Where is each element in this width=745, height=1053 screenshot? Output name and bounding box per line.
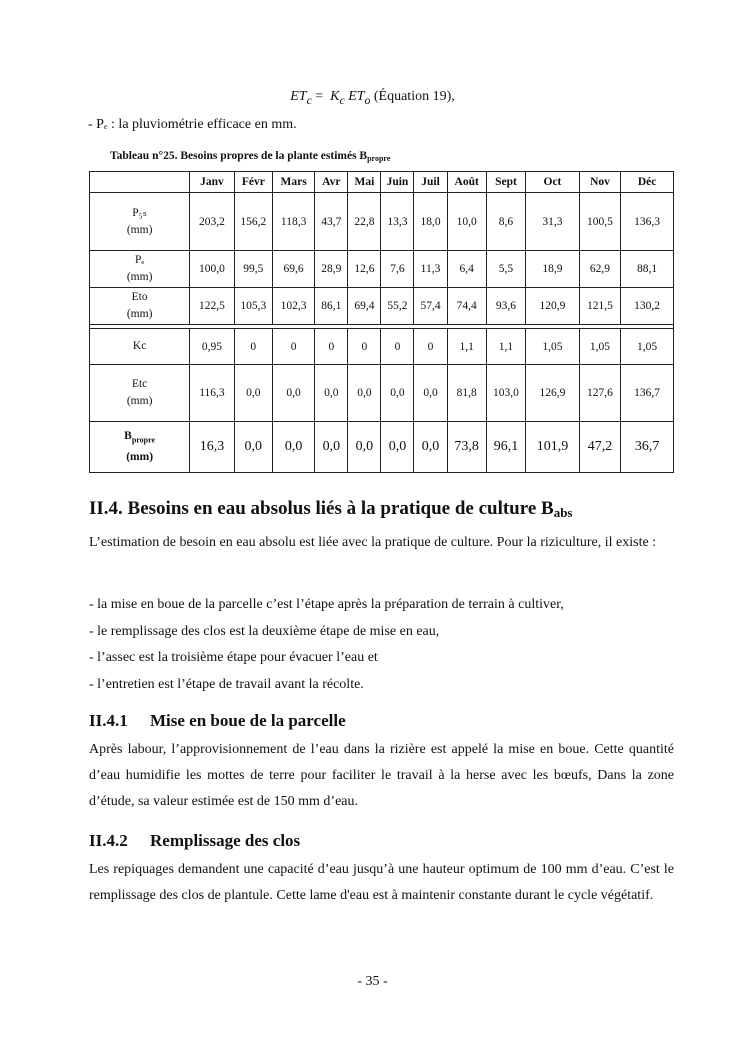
table-cell: 156,2	[234, 193, 272, 251]
table-cell: 126,9	[526, 365, 580, 422]
table-cell: 6,4	[447, 251, 486, 288]
row-unit: (mm)	[126, 271, 153, 283]
table-cell: 127,6	[579, 365, 620, 422]
table-cell: 0,0	[414, 422, 447, 473]
subsection-2-paragraph: Les repiquages demandent une capacité d’eau jusqu’à une hauteur optimum de 100 mm d’eau. C’est le remplissage des clos de plantule. Cette lame d'eau est à maintenir constante durant le cycle végétatif.	[89, 862, 674, 903]
table-cell: 36,7	[621, 422, 674, 473]
bullet-item: - la mise en boue de la parcelle c’est l’étape après la préparation de terrain à cultiver,	[89, 597, 564, 612]
table-cell: 0	[414, 329, 447, 365]
row-unit: (mm)	[126, 308, 153, 320]
table-cell: 16,3	[190, 422, 234, 473]
table-cell: 62,9	[579, 251, 620, 288]
table-row	[90, 365, 674, 422]
table-row	[90, 288, 674, 325]
header-empty-cell	[90, 172, 190, 193]
table-cell: 0	[348, 329, 381, 365]
row-label-text: $B_{propre}$	[124, 430, 156, 445]
table-cell: 130,2	[621, 288, 674, 325]
table-cell: 103,0	[486, 365, 525, 422]
table-cell: 73,8	[447, 422, 486, 473]
row-label-text: Kc	[132, 340, 147, 352]
row-unit: (mm)	[126, 395, 153, 407]
month-header: Juin	[381, 172, 414, 193]
month-header: Févr	[234, 172, 272, 193]
bullet-item: - l’assec est la troisième étape pour évacuer l’eau et	[89, 650, 378, 665]
month-header: Mai	[348, 172, 381, 193]
page-number: - 35 -	[357, 974, 388, 989]
section-heading: II.4. Besoins en eau absolus liés à la pratique de culture $B_{abs}$	[89, 498, 573, 520]
table-row	[90, 193, 674, 251]
table-cell: 116,3	[190, 365, 234, 422]
table-row	[90, 329, 674, 365]
table-header-row	[90, 172, 674, 193]
table-cell: 0,0	[315, 422, 348, 473]
table-cell: 122,5	[190, 288, 234, 325]
pe-definition: - Pₑ : la pluviométrie efficace en mm.	[88, 117, 297, 132]
table-cell: 88,1	[621, 251, 674, 288]
table-cell: 10,0	[447, 193, 486, 251]
table-cell: 8,6	[486, 193, 525, 251]
subsection-heading-2: II.4.2 Remplissage des clos	[89, 831, 301, 850]
table-cell: 0	[381, 329, 414, 365]
table-cell: 12,6	[348, 251, 381, 288]
table-cell: 55,2	[381, 288, 414, 325]
table-cell: 100,5	[579, 193, 620, 251]
table-cell: 18,9	[526, 251, 580, 288]
table-cell: 93,6	[486, 288, 525, 325]
row-unit: (mm)	[126, 450, 154, 463]
table-cell: 22,8	[348, 193, 381, 251]
table-cell: 57,4	[414, 288, 447, 325]
table-cell: 101,9	[526, 422, 580, 473]
month-header: Juil	[414, 172, 447, 193]
table-cell: 0,0	[272, 422, 314, 473]
table-cell: 7,6	[381, 251, 414, 288]
subsection-1-paragraph: Après labour, l’approvisionnement de l’eau dans la rizière est appelé la mise en boue. Cette quantité d’eau humidifie les mottes de terre pour faciliter le travail à la herse avec les bœufs, Dans la zone d’étude, sa valeur estimée est de 150 mm d’eau.	[89, 742, 674, 809]
table-cell: 203,2	[190, 193, 234, 251]
table-cell: 0	[272, 329, 314, 365]
table-cell: 100,0	[190, 251, 234, 288]
row-label	[90, 365, 190, 422]
row-label-text: P₅ₛ	[132, 206, 147, 219]
besoins-table	[89, 171, 674, 473]
table-cell: 43,7	[315, 193, 348, 251]
row-label	[90, 193, 190, 251]
table-cell: 118,3	[272, 193, 314, 251]
table-cell: 96,1	[486, 422, 525, 473]
table-row	[90, 422, 674, 473]
table-cell: 69,4	[348, 288, 381, 325]
table-row	[90, 251, 674, 288]
table-cell: 0,95	[190, 329, 234, 365]
intro-paragraph: L’estimation de besoin en eau absolu est liée avec la pratique de culture. Pour la riziculture, il existe :	[89, 535, 657, 550]
table-cell: 120,9	[526, 288, 580, 325]
month-header: Déc	[621, 172, 674, 193]
month-header: Avr	[315, 172, 348, 193]
table-cell: 105,3	[234, 288, 272, 325]
table-cell: 0	[234, 329, 272, 365]
row-label	[90, 251, 190, 288]
row-label	[90, 422, 190, 473]
table-cell: 121,5	[579, 288, 620, 325]
table-cell: 0,0	[414, 365, 447, 422]
table-cell: 0,0	[348, 365, 381, 422]
table-cell: 47,2	[579, 422, 620, 473]
table-cell: 86,1	[315, 288, 348, 325]
table-cell: 99,5	[234, 251, 272, 288]
table-cell: 0,0	[348, 422, 381, 473]
table-cell: 1,05	[579, 329, 620, 365]
equation-19: $ET_c = K_c$ $ET_o$ (Équation 19),	[290, 89, 455, 107]
row-label	[90, 329, 190, 365]
table-cell: 1,1	[486, 329, 525, 365]
table-cell: 69,6	[272, 251, 314, 288]
table-cell: 5,5	[486, 251, 525, 288]
row-label-text: Pₑ	[134, 254, 145, 266]
month-header: Nov	[579, 172, 620, 193]
table-cell: 18,0	[414, 193, 447, 251]
table-cell: 0	[315, 329, 348, 365]
table-cell: 1,1	[447, 329, 486, 365]
table-cell: 11,3	[414, 251, 447, 288]
month-header: Sept	[486, 172, 525, 193]
table-cell: 28,9	[315, 251, 348, 288]
table-cell: 136,3	[621, 193, 674, 251]
table-cell: 136,7	[621, 365, 674, 422]
row-label-text: Etc	[131, 378, 148, 390]
table-cell: 0,0	[315, 365, 348, 422]
table-cell: 0,0	[381, 365, 414, 422]
row-label	[90, 288, 190, 325]
month-header: Mars	[272, 172, 314, 193]
subsection-heading-1: II.4.1 Mise en boue de la parcelle	[89, 711, 346, 730]
month-header: Août	[447, 172, 486, 193]
table-cell: 1,05	[621, 329, 674, 365]
month-header: Janv	[190, 172, 234, 193]
table-cell: 81,8	[447, 365, 486, 422]
row-label-text: Eto	[131, 291, 148, 303]
row-unit: (mm)	[126, 223, 153, 236]
table-cell: 0,0	[234, 422, 272, 473]
table-cell: 102,3	[272, 288, 314, 325]
month-header: Oct	[526, 172, 580, 193]
table-cell: 0,0	[234, 365, 272, 422]
table-cell: 74,4	[447, 288, 486, 325]
table-cell: 0,0	[272, 365, 314, 422]
table-cell: 31,3	[526, 193, 580, 251]
table-cell: 0,0	[381, 422, 414, 473]
table-cell: 13,3	[381, 193, 414, 251]
table-caption: Tableau n°25. Besoins propres de la plante estimés $B_{propre}$	[110, 150, 391, 163]
table-cell: 1,05	[526, 329, 580, 365]
bullet-item: - l’entretien est l’étape de travail avant la récolte.	[89, 677, 364, 692]
bullet-item: - le remplissage des clos est la deuxième étape de mise en eau,	[89, 624, 440, 639]
